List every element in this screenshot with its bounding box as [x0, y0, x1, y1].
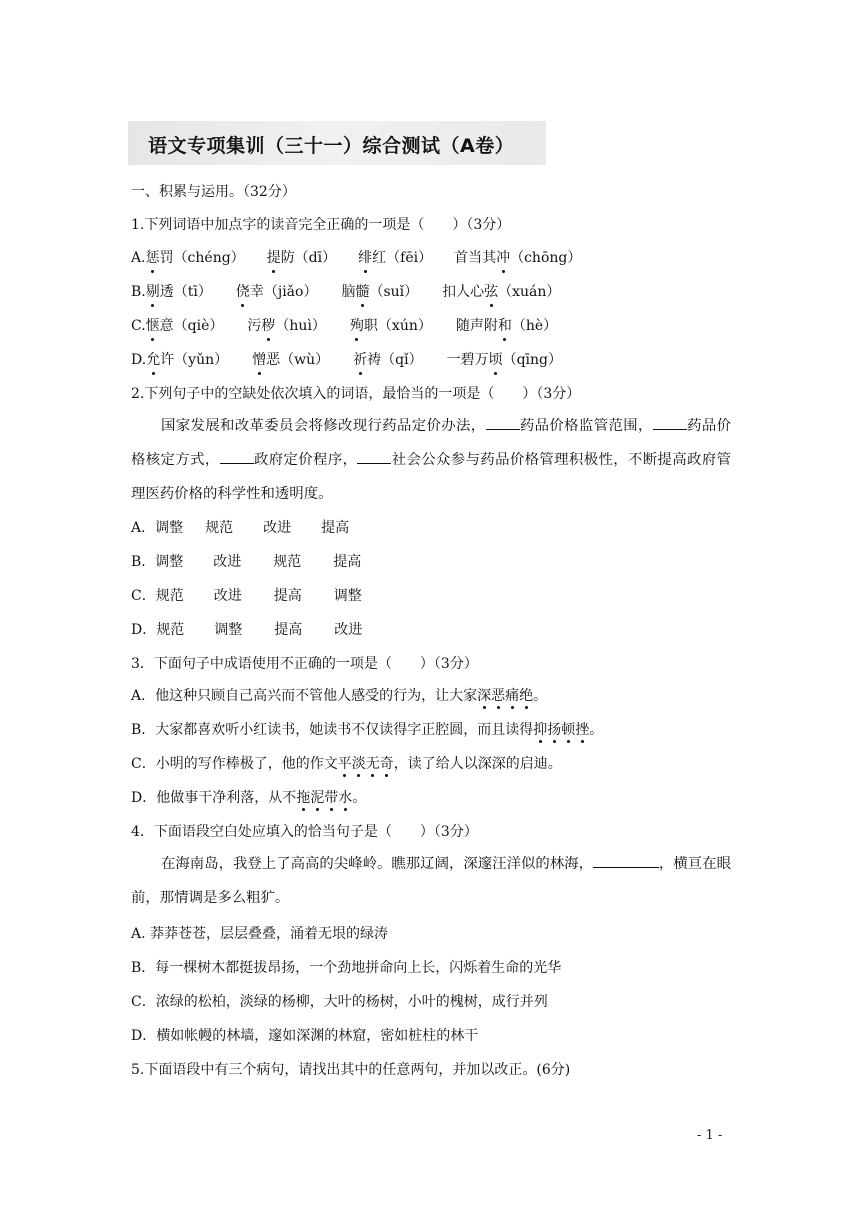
document-title: 语文专项集训（三十一）综合测试（A卷） — [148, 135, 515, 157]
question-2-stem: 2.下列句子中的空缺处依次填入的词语，最恰当的一项是（ ）（3分） — [131, 386, 581, 402]
section-heading: 一、积累与运用。（32分） — [131, 184, 296, 200]
q4-option-b: B．每一棵树木都挺拔昂扬，一个劲地拼命向上长，闪烁着生命的光华 — [131, 960, 562, 976]
q2-option-a: A．调整 规范 改进 提高 — [131, 520, 350, 536]
dotted-idiom — [477, 688, 533, 704]
emphasis-char: 水 — [338, 790, 353, 806]
emphasis-char: 抑 — [533, 722, 548, 738]
q4-option-d: D．横如帐幔的林墙，邃如深渊的林窟，密如桩柱的林干 — [131, 1028, 479, 1044]
q3-option-b: B．大家都喜欢听小红读书，她读书不仅读得字正腔圆，而且读得抑扬顿挫。 — [131, 722, 604, 738]
emphasis-char: 无 — [365, 756, 380, 772]
q3-option-d: D．他做事干净利落，从不拖泥带水。 — [131, 790, 367, 806]
emphasis-char: 恶 — [491, 688, 506, 704]
dotted-idiom — [338, 756, 394, 772]
answer-blank — [357, 449, 391, 464]
q4-passage: 在海南岛，我登上了高高的尖峰岭。瞧那辽阔，深邃汪洋似的林海， ，横亘在眼前，那情调是多么粗犷。 — [131, 847, 731, 915]
question-4-stem: 4．下面语段空白处应填入的恰当句子是（ ）（3分） — [131, 824, 478, 840]
answer-blank — [593, 853, 659, 868]
q1-option-b: B.剔透（tī） 侥幸（jiǎo） 脑髓（suǐ） 扣人心弦（xuán） — [131, 284, 561, 300]
q2-option-b: B．调整 改进 规范 提高 — [131, 554, 362, 570]
q2-option-c: C．规范 改进 提高 调整 — [131, 588, 362, 604]
q1-option-a: A.惩罚（chéng） 提防（dī） 绯红（fēi） 首当其冲（chōng） — [131, 250, 582, 266]
emphasis-char: 淡 — [351, 756, 366, 772]
q4-option-a: A. 莽莽苍苍，层层叠叠，涌着无垠的绿涛 — [131, 926, 389, 942]
q1-option-d: D.允许（yǔn） 憎恶（wù） 祈祷（qǐ） 一碧万顷（qīng） — [131, 352, 563, 368]
question-3-stem: 3．下面句子中成语使用不正确的一项是（ ）（3分） — [131, 656, 478, 672]
emphasis-char: 带 — [324, 790, 339, 806]
dotted-idiom — [533, 722, 589, 738]
emphasis-char: 平 — [337, 756, 352, 772]
emphasis-char: 痛 — [505, 688, 520, 704]
question-1-stem: 1.下列词语中加点字的读音完全正确的一项是（ ）（3分） — [131, 217, 511, 233]
page-number: - 1 - — [697, 1128, 723, 1143]
dotted-idiom — [296, 790, 352, 806]
answer-blank — [653, 415, 687, 430]
emphasis-char: 泥 — [310, 790, 325, 806]
q2-option-d: D．规范 调整 提高 改进 — [131, 622, 363, 638]
emphasis-char: 挫 — [575, 722, 590, 738]
emphasis-char: 拖 — [296, 790, 311, 806]
question-5-stem: 5.下面语段中有三个病句，请找出其中的任意两句，并加以改正。(6分) — [131, 1062, 571, 1078]
q2-passage: 国家发展和改革委员会将修改现行药品定价办法， 药品价格监管范围， 药品价格核定方式， 政府定价程序， 社会公众参与药品价格管理积极性，不断提高政府管理医药价格的科学性和透明度。 — [131, 409, 731, 511]
answer-blank — [220, 449, 254, 464]
emphasis-char: 顿 — [561, 722, 576, 738]
emphasis-char: 奇 — [379, 756, 394, 772]
q4-option-c: C．浓绿的松柏，淡绿的杨柳，大叶的杨树，小叶的槐树，成行并列 — [131, 994, 548, 1010]
emphasis-char: 扬 — [547, 722, 562, 738]
q3-option-a: A．他这种只顾自己高兴而不管他人感受的行为，让大家深恶痛绝。 — [131, 688, 548, 704]
emphasis-char: 绝 — [519, 688, 534, 704]
q3-option-c: C．小明的写作棒极了，他的作文平淡无奇，读了给人以深深的启迪。 — [131, 756, 562, 772]
q1-option-c: C.惬意（qiè） 污秽（huì） 殉职（xún） 随声附和（hè） — [131, 318, 558, 334]
answer-blank — [486, 415, 520, 430]
emphasis-char: 深 — [477, 688, 492, 704]
